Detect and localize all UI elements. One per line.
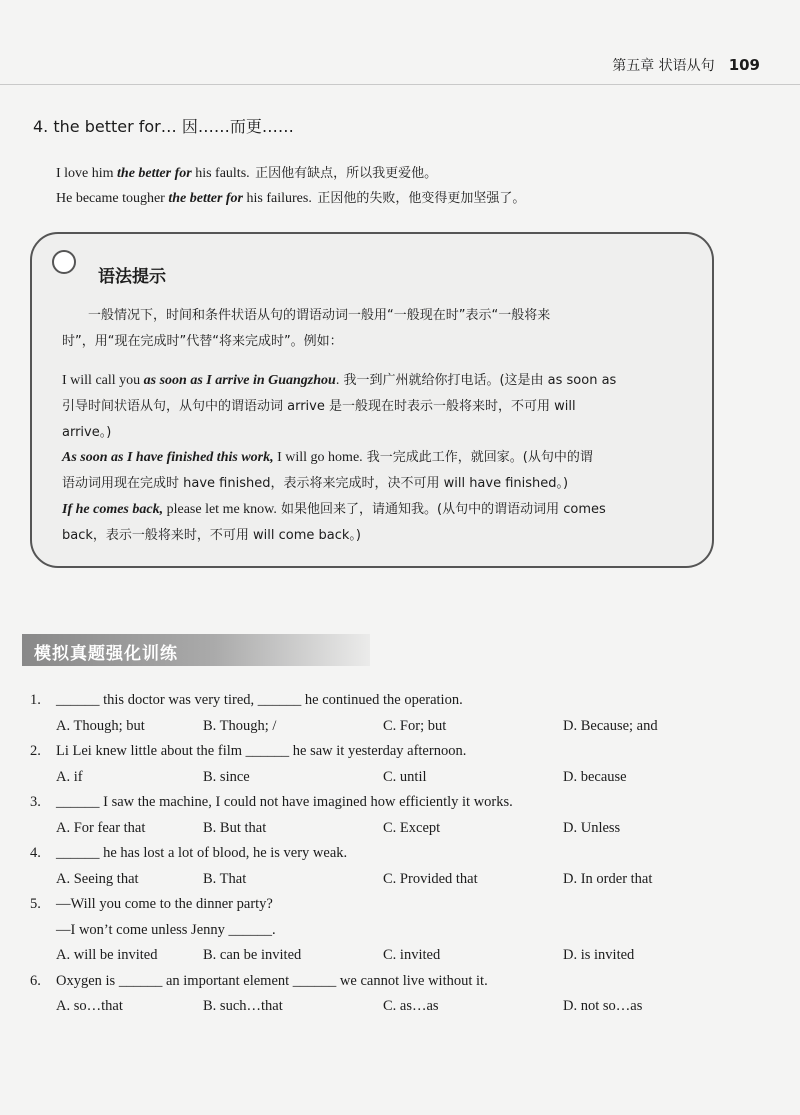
example-text: please let me know. xyxy=(163,502,277,517)
answer-option[interactable]: C. as…as xyxy=(383,998,439,1014)
grammar-example xyxy=(62,446,593,466)
grammar-intro-line: 时”，用“现在完成时”代替“将来完成时”。例如： xyxy=(62,334,343,349)
question-number: 4. xyxy=(30,845,41,861)
example-text: I will call you xyxy=(62,373,144,388)
example-keyphrase: If he comes back, xyxy=(62,502,164,517)
question-number: 1. xyxy=(30,692,41,708)
answer-option[interactable]: A. Seeing that xyxy=(56,871,139,887)
answer-option[interactable]: A. if xyxy=(56,769,83,785)
question-number: 2. xyxy=(30,743,41,759)
example-translation: 正因他的失败，他变得更加坚强了。 xyxy=(317,191,526,206)
grammar-note-line: 引导时间状语从句，从句中的谓语动词 arrive 是一般现在时表示一般将来时，不可用 will xyxy=(62,399,576,414)
example-keyphrase: the better for xyxy=(117,166,192,181)
answer-option[interactable]: D. Because; and xyxy=(563,718,658,734)
answer-option[interactable]: B. That xyxy=(203,871,247,887)
grammar-note-line: arrive。) xyxy=(62,425,112,440)
answer-option[interactable]: A. For fear that xyxy=(56,820,146,836)
example-translation: 如果他回来了，请通知我。(从句中的谓语动词用 comes xyxy=(276,502,606,517)
example-text: his faults. xyxy=(191,166,250,181)
example-sentence xyxy=(56,187,525,207)
section-title: 4. the better for… 因……而更…… xyxy=(33,117,294,136)
example-translation: 我一完成此工作，就回家。(从句中的谓 xyxy=(362,450,593,465)
example-keyphrase: as soon as I arrive in Guangzhou xyxy=(143,373,336,388)
page-header xyxy=(612,55,760,75)
answer-option[interactable]: B. since xyxy=(203,769,250,785)
example-text: I will go home. xyxy=(273,450,363,465)
practice-banner-title: 模拟真题强化训练 xyxy=(34,644,178,664)
grammar-tip-title: 语法提示 xyxy=(98,267,166,287)
example-text: . xyxy=(335,373,340,388)
answer-option[interactable]: C. For; but xyxy=(383,718,447,734)
answer-option[interactable]: D. is invited xyxy=(563,947,635,963)
answer-option[interactable]: C. Except xyxy=(383,820,441,836)
grammar-note-line: back，表示一般将来时，不可用 will come back。) xyxy=(62,528,361,543)
answer-option[interactable]: D. Unless xyxy=(563,820,621,836)
question-text: ______ this doctor was very tired, ______ he continued the operation. xyxy=(56,692,463,708)
practice-banner xyxy=(22,634,370,666)
answer-option[interactable]: A. Though; but xyxy=(56,718,145,734)
example-keyphrase: As soon as I have finished this work, xyxy=(62,450,274,465)
example-translation: 我一到广州就给你打电话。(这是由 as soon as xyxy=(339,373,617,388)
grammar-note-line: 语动词用现在完成时 have finished，表示将来完成时，决不可用 will have finished。) xyxy=(62,476,569,491)
example-sentence xyxy=(56,162,437,182)
question-text: Oxygen is ______ an important element ______ we cannot live without it. xyxy=(56,973,488,989)
answer-option[interactable]: B. But that xyxy=(203,820,267,836)
question-text: ______ I saw the machine, I could not have imagined how efficiently it works. xyxy=(56,794,513,810)
chapter-title: 第五章 状语从句 xyxy=(612,58,715,74)
example-text: I love him xyxy=(56,166,118,181)
example-keyphrase: the better for xyxy=(168,191,243,206)
answer-option[interactable]: A. will be invited xyxy=(56,947,158,963)
answer-option[interactable]: D. because xyxy=(563,769,627,785)
question-number: 3. xyxy=(30,794,41,810)
answer-option[interactable]: C. until xyxy=(383,769,427,785)
answer-option[interactable]: D. In order that xyxy=(563,871,653,887)
question-text: ______ he has lost a lot of blood, he is very weak. xyxy=(56,845,348,861)
question-text: —Will you come to the dinner party? xyxy=(56,896,273,912)
answer-option[interactable]: B. can be invited xyxy=(203,947,302,963)
example-text: He became tougher xyxy=(56,191,169,206)
answer-option[interactable]: B. Though; / xyxy=(203,718,277,734)
question-number: 6. xyxy=(30,973,41,989)
example-translation: 正因他有缺点，所以我更爱他。 xyxy=(255,166,438,181)
answer-option[interactable]: B. such…that xyxy=(203,998,283,1014)
answer-option[interactable]: C. invited xyxy=(383,947,441,963)
question-text: Li Lei knew little about the film ______ he saw it yesterday afternoon. xyxy=(56,743,467,759)
header-divider xyxy=(0,84,800,85)
bullet-circle-icon xyxy=(52,250,76,274)
answer-option[interactable]: D. not so…as xyxy=(563,998,643,1014)
page-number: 109 xyxy=(728,56,760,74)
grammar-intro-line: 一般情况下，时间和条件状语从句的谓语动词一般用“一般现在时”表示“一般将来 xyxy=(88,308,551,323)
answer-option[interactable]: A. so…that xyxy=(56,998,123,1014)
example-text: his failures. xyxy=(243,191,312,206)
grammar-example xyxy=(62,498,606,518)
question-number: 5. xyxy=(30,896,41,912)
answer-option[interactable]: C. Provided that xyxy=(383,871,478,887)
question-text: —I won’t come unless Jenny ______. xyxy=(56,922,276,938)
grammar-example xyxy=(62,369,616,389)
